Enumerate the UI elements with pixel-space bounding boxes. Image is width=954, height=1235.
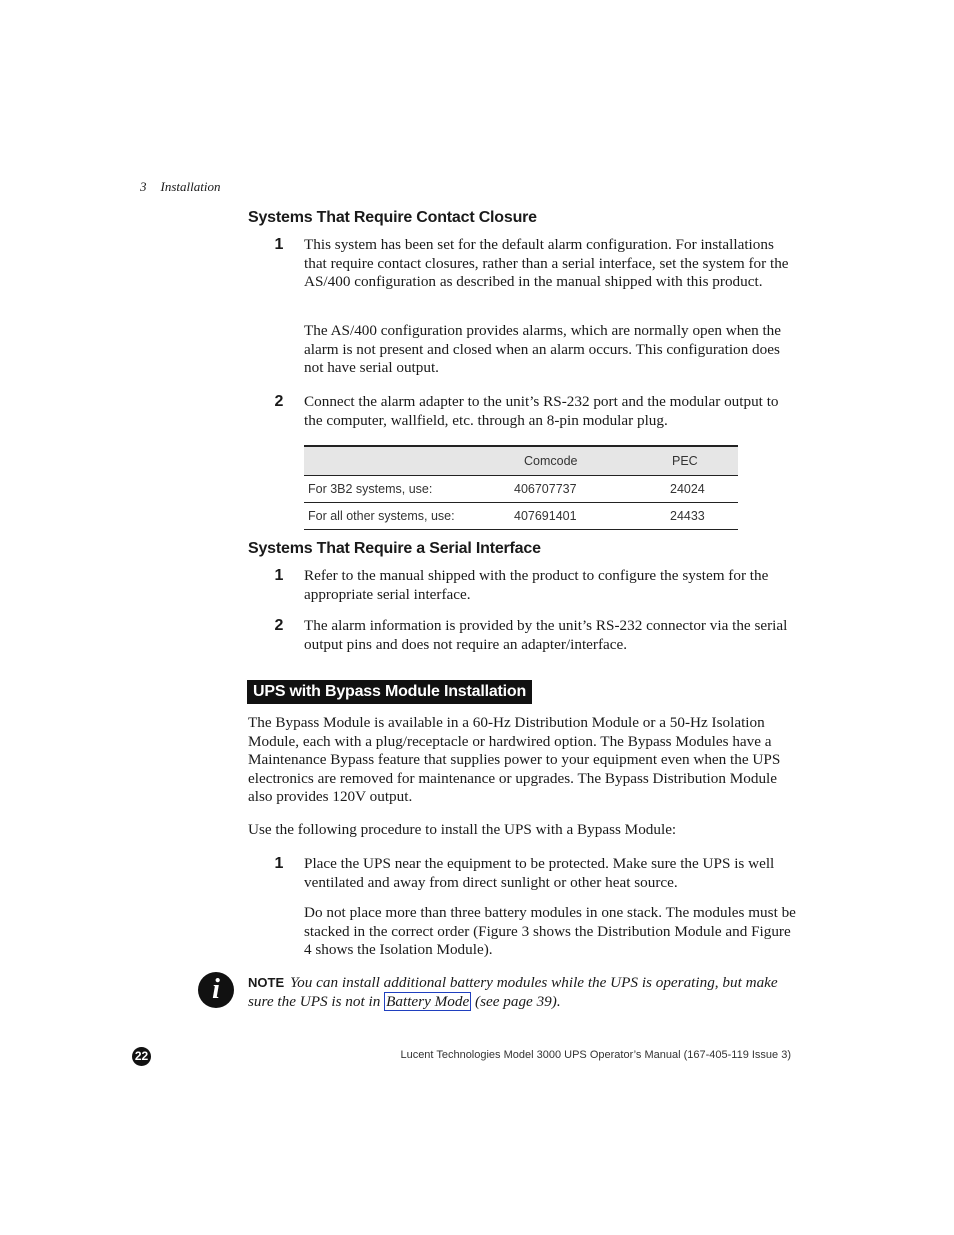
table-cell: 24433 (668, 503, 738, 530)
section-heading-serial-interface: Systems That Require a Serial Interface (248, 540, 541, 557)
table-header-comcode: Comcode (512, 446, 668, 476)
step-number: 1 (274, 855, 284, 872)
table-header-pec: PEC (668, 446, 738, 476)
procedure-intro: Use the following procedure to install the UPS with a Bypass Module: (248, 821, 677, 838)
battery-mode-link[interactable]: Battery Mode (386, 992, 470, 1010)
step-number: 1 (274, 567, 284, 584)
step-paragraph: Connect the alarm adapter to the unit’s RS-232 port and the modular output to the computer, wallfield, etc. through an 8-pin modular plug. (304, 393, 779, 429)
table-cell: For 3B2 systems, use: (304, 476, 512, 503)
running-head (140, 179, 220, 195)
table-header-row (304, 446, 738, 476)
table-cell: 24024 (668, 476, 738, 503)
note-text: You can install additional battery modules while the UPS is operating, but make sure the UPS is not in (248, 974, 778, 1010)
table-cell: 406707737 (512, 476, 668, 503)
step-paragraph: Refer to the manual shipped with the product to configure the system for the appropriate serial interface. (304, 567, 769, 603)
table-cell: 407691401 (512, 503, 668, 530)
step-number: 1 (274, 236, 284, 253)
table-cell: For all other systems, use: (304, 503, 512, 530)
table-row (304, 476, 738, 503)
step-paragraph: The alarm information is provided by the unit’s RS-232 connector via the serial output pins and does not require an adapter/interface. (304, 617, 788, 653)
note-block (248, 974, 796, 1011)
table-row (304, 503, 738, 530)
table-header-cell (304, 446, 512, 476)
comcode-table (304, 445, 738, 530)
note-text: (see page 39). (471, 992, 561, 1010)
chapter-number: 3 (140, 179, 147, 194)
step-paragraph: Place the UPS near the equipment to be protected. Make sure the UPS is well ventilated and away from direct sunlight or other heat source. (304, 855, 775, 891)
section-heading-contact-closure: Systems That Require Contact Closure (248, 209, 537, 226)
footer-text: Lucent Technologies Model 3000 UPS Operator’s Manual (167-405-119 Issue 3) (400, 1049, 791, 1061)
step-paragraph: Do not place more than three battery modules in one stack. The modules must be stacked in the correct order (Figure 3 shows the Distribution Module and Figure 4 shows the Isolation Module). (304, 904, 796, 959)
intro-paragraph: The Bypass Module is available in a 60-Hz Distribution Module or a 50-Hz Isolation Module, each with a plug/receptacle or hardwired option. The Bypass Modules have a Maintenance Bypass feature that supplies power to your equipment even when the UPS electronics are removed for maintenance or upgrades. The Bypass Distribution Module also provides 120V output. (248, 714, 781, 806)
step-number: 2 (274, 617, 284, 634)
info-icon: i (198, 972, 234, 1008)
note-label: NOTE (248, 975, 285, 990)
step-paragraph: This system has been set for the default alarm configuration. For installations that require contact closures, rather than a serial interface, set the system for the AS/400 configuration as described in the manual shipped with this product. (304, 236, 789, 291)
step-paragraph: The AS/400 configuration provides alarms, which are normally open when the alarm is not present and closed when an alarm occurs. This configuration does not have serial output. (304, 322, 782, 377)
section-banner-bypass-module: UPS with Bypass Module Installation (247, 680, 532, 704)
step-number: 2 (274, 393, 284, 410)
page-number-badge: 22 (132, 1047, 151, 1066)
chapter-title: Installation (160, 179, 221, 194)
